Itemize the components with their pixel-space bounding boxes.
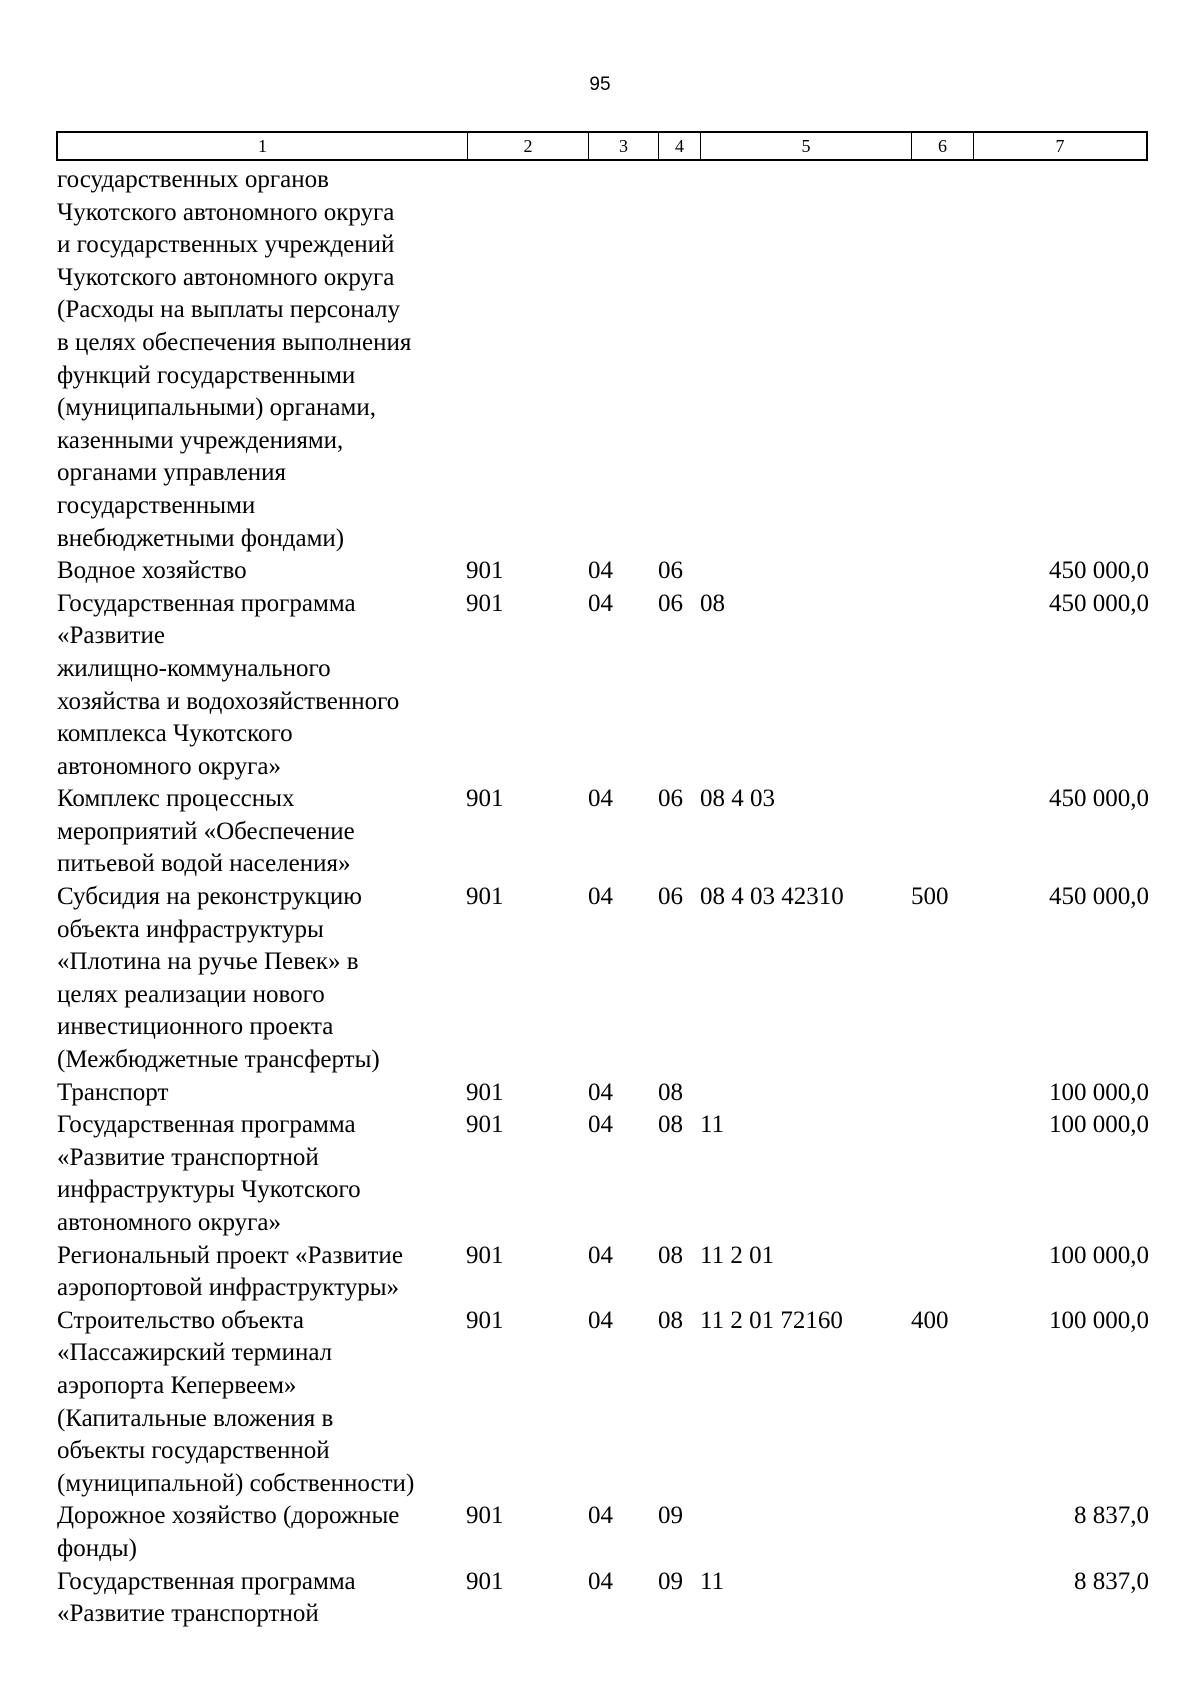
table-row <box>57 1240 1149 1305</box>
row-col-2: 901 <box>466 883 504 911</box>
row-col-6: 500 <box>911 883 949 911</box>
row-col-5: 11 2 01 <box>700 1241 775 1269</box>
row-amount: 100 000,0 <box>1049 1111 1149 1139</box>
row-col-2: 901 <box>466 1567 504 1595</box>
table-row <box>57 1077 1149 1110</box>
row-col-4: 09 <box>658 1567 683 1595</box>
table-row <box>57 555 1149 588</box>
row-col-2: 901 <box>466 1241 504 1269</box>
row-col-2: 901 <box>466 1078 504 1106</box>
row-col-3: 04 <box>588 589 613 617</box>
row-col-2: 901 <box>466 557 504 585</box>
row-name: Комплекс процессных мероприятий «Обеспечение питьевой водой населения» <box>57 785 355 878</box>
page-number: 95 <box>589 74 611 95</box>
table-row <box>57 881 1149 1077</box>
row-col-4: 06 <box>658 883 683 911</box>
row-col-4: 08 <box>658 1241 683 1269</box>
table-row <box>57 588 1149 784</box>
table-row <box>57 1109 1149 1239</box>
row-amount: 8 837,0 <box>1074 1502 1149 1530</box>
table-row <box>57 1566 1149 1631</box>
row-col-3: 04 <box>588 1306 613 1334</box>
row-col-5: 08 <box>700 589 725 617</box>
header-col-5: 5 <box>701 133 912 159</box>
row-name: Государственная программа «Развитие транспортной <box>57 1567 356 1628</box>
row-amount: 8 837,0 <box>1074 1567 1149 1595</box>
row-col-3: 04 <box>588 1502 613 1530</box>
header-col-1: 1 <box>58 133 468 159</box>
header-col-4: 4 <box>659 133 701 159</box>
row-col-3: 04 <box>588 883 613 911</box>
row-col-4: 06 <box>658 785 683 813</box>
row-name: Региональный проект «Развитие аэропортовой инфраструктуры» <box>57 1241 403 1302</box>
row-name: Дорожное хозяйство (дорожные фонды) <box>57 1502 400 1562</box>
row-col-5: 08 4 03 <box>700 785 775 813</box>
row-col-4: 08 <box>658 1111 683 1139</box>
row-amount: 450 000,0 <box>1049 589 1149 617</box>
table-row <box>57 164 1149 555</box>
table-header <box>56 131 1148 161</box>
header-col-6: 6 <box>912 133 974 159</box>
row-col-3: 04 <box>588 785 613 813</box>
row-name: государственных органов Чукотского автономного округа и государственных учреждений Чукотского автономного округа (Расходы на выплаты персоналу в целях обеспечения выполнения функций государственными (муниципальными) органами, казенными учреждениями, органами управления государственными внебюджетными фондами) <box>57 166 412 552</box>
row-col-2: 901 <box>466 1306 504 1334</box>
row-col-3: 04 <box>588 1567 613 1595</box>
row-amount: 100 000,0 <box>1049 1306 1149 1334</box>
row-col-2: 901 <box>466 589 504 617</box>
row-col-6: 400 <box>911 1306 949 1334</box>
table-body <box>57 164 1149 1631</box>
row-col-3: 04 <box>588 1241 613 1269</box>
row-name: Государственная программа «Развитие жилищно-коммунального хозяйства и водохозяйственного комплекса Чукотского автономного округа» <box>57 589 400 780</box>
row-col-3: 04 <box>588 557 613 585</box>
row-col-4: 09 <box>658 1502 683 1530</box>
row-col-5: 08 4 03 42310 <box>700 883 844 911</box>
row-name: Государственная программа «Развитие транспортной инфраструктуры Чукотского автономного округа» <box>57 1111 361 1236</box>
table-row <box>57 1305 1149 1501</box>
row-col-3: 04 <box>588 1111 613 1139</box>
row-amount: 450 000,0 <box>1049 785 1149 813</box>
row-col-2: 901 <box>466 785 504 813</box>
row-col-5: 11 <box>700 1567 725 1595</box>
header-col-3: 3 <box>589 133 659 159</box>
row-amount: 450 000,0 <box>1049 557 1149 585</box>
row-amount: 100 000,0 <box>1049 1241 1149 1269</box>
row-col-3: 04 <box>588 1078 613 1106</box>
header-col-2: 2 <box>468 133 589 159</box>
row-name: Строительство объекта «Пассажирский терминал аэропорта Кепервеем» (Капитальные вложения в объекты государственной (муниципальной) собственности) <box>57 1306 415 1497</box>
row-name: Транспорт <box>57 1078 169 1106</box>
row-col-5: 11 <box>700 1111 725 1139</box>
row-col-4: 08 <box>658 1306 683 1334</box>
row-col-4: 06 <box>658 557 683 585</box>
row-col-5: 11 2 01 72160 <box>700 1306 843 1334</box>
header-col-7: 7 <box>1055 136 1065 156</box>
row-amount: 100 000,0 <box>1049 1078 1149 1106</box>
row-name: Субсидия на реконструкцию объекта инфраструктуры «Плотина на ручье Певек» в целях реализации нового инвестиционного проекта (Межбюджетные трансферты) <box>57 883 380 1074</box>
row-amount: 450 000,0 <box>1049 883 1149 911</box>
row-col-2: 901 <box>466 1111 504 1139</box>
table-row <box>57 1500 1149 1565</box>
table-row <box>57 783 1149 881</box>
row-col-4: 06 <box>658 589 683 617</box>
row-name: Водное хозяйство <box>57 557 247 585</box>
row-col-4: 08 <box>658 1078 683 1106</box>
row-col-2: 901 <box>466 1502 504 1530</box>
